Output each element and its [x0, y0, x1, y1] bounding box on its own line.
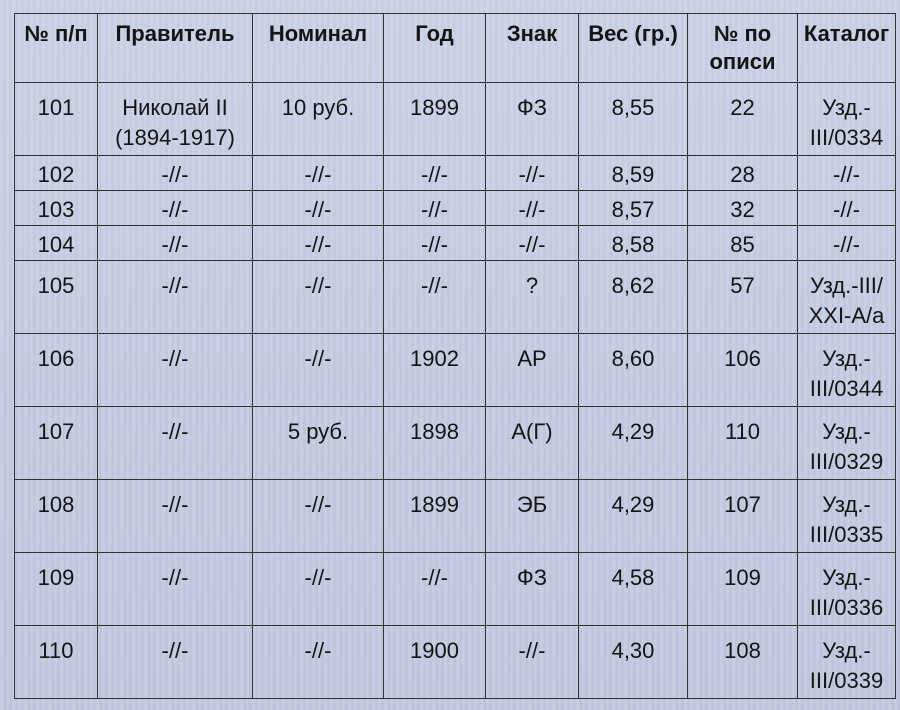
cell-number: 101 [15, 83, 98, 156]
table-row [15, 226, 896, 261]
cell-number: 102 [15, 156, 98, 191]
cell-denomination: -//- [253, 626, 384, 699]
cell-ruler: -//- [98, 553, 253, 626]
cell-denomination: -//- [253, 553, 384, 626]
cell-denomination: -//- [253, 334, 384, 407]
cell-ruler: -//- [98, 407, 253, 480]
cell-number: 103 [15, 191, 98, 226]
cell-year: -//- [384, 553, 486, 626]
cell-ruler: -//- [98, 261, 253, 334]
cell-year: -//- [384, 261, 486, 334]
cell-year: -//- [384, 191, 486, 226]
cell-inventory-number: 108 [688, 626, 798, 699]
cell-inventory-number: 28 [688, 156, 798, 191]
cell-denomination: -//- [253, 480, 384, 553]
cell-denomination: -//- [253, 156, 384, 191]
cell-number: 104 [15, 226, 98, 261]
cell-ruler: -//- [98, 480, 253, 553]
table-row [15, 261, 896, 334]
cell-denomination: -//- [253, 226, 384, 261]
cell-catalog: Узд.-III/0344 [798, 334, 896, 407]
cell-mark: ФЗ [486, 83, 579, 156]
cell-inventory-number: 85 [688, 226, 798, 261]
header-denomination: Номинал [253, 14, 384, 83]
cell-inventory-number: 106 [688, 334, 798, 407]
cell-catalog: Узд.-III/0334 [798, 83, 896, 156]
cell-catalog: -//- [798, 191, 896, 226]
header-inventory-number: № по описи [688, 14, 798, 83]
cell-denomination: -//- [253, 261, 384, 334]
cell-weight: 4,58 [579, 553, 688, 626]
cell-number: 108 [15, 480, 98, 553]
cell-catalog: -//- [798, 226, 896, 261]
cell-weight: 8,57 [579, 191, 688, 226]
cell-denomination: -//- [253, 191, 384, 226]
table-row [15, 83, 896, 156]
cell-year: -//- [384, 156, 486, 191]
cell-year: 1899 [384, 480, 486, 553]
header-number: № п/п [15, 14, 98, 83]
cell-number: 110 [15, 626, 98, 699]
cell-weight: 4,29 [579, 480, 688, 553]
cell-year: 1898 [384, 407, 486, 480]
cell-number: 105 [15, 261, 98, 334]
cell-mark: ? [486, 261, 579, 334]
table-row [15, 626, 896, 699]
cell-ruler: -//- [98, 191, 253, 226]
cell-year: -//- [384, 226, 486, 261]
cell-ruler: -//- [98, 226, 253, 261]
cell-weight: 4,30 [579, 626, 688, 699]
header-ruler: Правитель [98, 14, 253, 83]
table-row [15, 334, 896, 407]
cell-weight: 8,60 [579, 334, 688, 407]
cell-ruler: -//- [98, 334, 253, 407]
table-row [15, 480, 896, 553]
coin-inventory-table [14, 13, 896, 699]
cell-catalog: Узд.-III/0329 [798, 407, 896, 480]
cell-inventory-number: 109 [688, 553, 798, 626]
cell-mark: А(Г) [486, 407, 579, 480]
cell-number: 109 [15, 553, 98, 626]
table-row [15, 156, 896, 191]
cell-number: 107 [15, 407, 98, 480]
cell-year: 1900 [384, 626, 486, 699]
cell-mark: -//- [486, 226, 579, 261]
header-mark: Знак [486, 14, 579, 83]
cell-ruler: -//- [98, 626, 253, 699]
cell-mark: -//- [486, 156, 579, 191]
table-header-row [15, 14, 896, 83]
table-row [15, 407, 896, 480]
cell-year: 1902 [384, 334, 486, 407]
header-catalog: Каталог [798, 14, 896, 83]
cell-weight: 8,55 [579, 83, 688, 156]
cell-mark: -//- [486, 626, 579, 699]
cell-ruler: -//- [98, 156, 253, 191]
table-row [15, 553, 896, 626]
cell-mark: ФЗ [486, 553, 579, 626]
cell-denomination: 10 руб. [253, 83, 384, 156]
cell-mark: ЭБ [486, 480, 579, 553]
cell-inventory-number: 107 [688, 480, 798, 553]
cell-mark: АР [486, 334, 579, 407]
header-weight: Вес (гр.) [579, 14, 688, 83]
cell-ruler: Николай II (1894-1917) [98, 83, 253, 156]
cell-catalog: Узд.-III/0339 [798, 626, 896, 699]
cell-denomination: 5 руб. [253, 407, 384, 480]
cell-number: 106 [15, 334, 98, 407]
cell-weight: 8,62 [579, 261, 688, 334]
cell-catalog: -//- [798, 156, 896, 191]
cell-inventory-number: 22 [688, 83, 798, 156]
cell-year: 1899 [384, 83, 486, 156]
cell-catalog: Узд.-III/ XXI-A/a [798, 261, 896, 334]
cell-catalog: Узд.-III/0335 [798, 480, 896, 553]
cell-catalog: Узд.-III/0336 [798, 553, 896, 626]
cell-weight: 4,29 [579, 407, 688, 480]
table-row [15, 191, 896, 226]
cell-weight: 8,58 [579, 226, 688, 261]
cell-inventory-number: 110 [688, 407, 798, 480]
cell-weight: 8,59 [579, 156, 688, 191]
cell-inventory-number: 57 [688, 261, 798, 334]
cell-mark: -//- [486, 191, 579, 226]
header-year: Год [384, 14, 486, 83]
cell-inventory-number: 32 [688, 191, 798, 226]
